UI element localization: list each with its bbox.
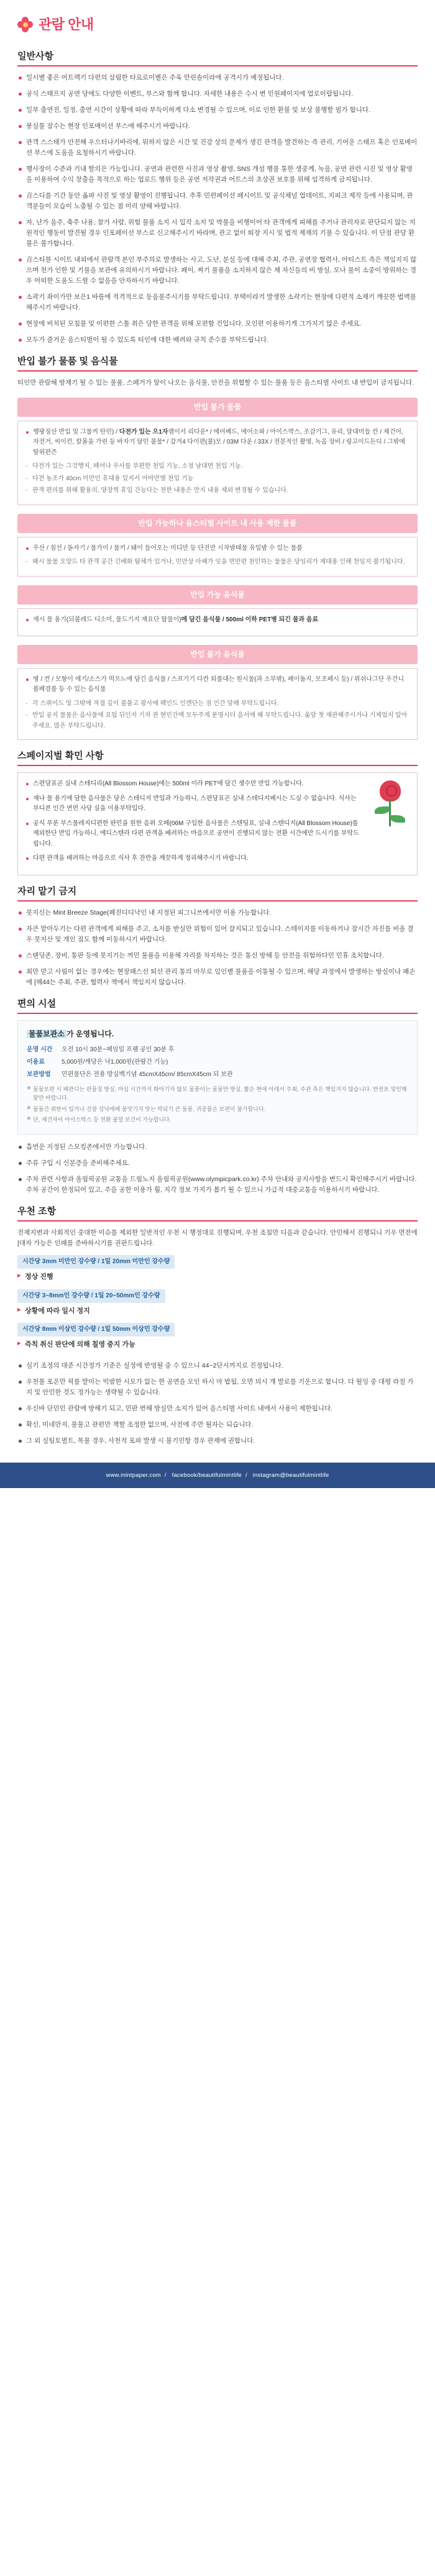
list-item: 音스티블 시이트 내외에서 관람객 본인 부주의로 발생하는 사고, 도난, 분실 등에 대해 주최, 주관, 공연장 협력사, 아티스트 측은 책임지지 않으며 천가 인한 및 기물을 보관에 유의하시기 바랍니다. 페이, 찌기 물품을 소지하지 않은 채 자신들의 비 방실, 모나 물이 소중이 방위하는 경우 어떠한 도움도 드릴 수 없음을 안자하시기 바랍니다. [17, 255, 418, 286]
flower-icon [17, 17, 34, 33]
rain-level-1-status: ▶ 정상 진행 [17, 1272, 418, 1283]
locker-method-label: 보관방법 [27, 1071, 51, 1078]
list-item: 심기 조정의 대준 시간정가 기준은 실정에 반영될 중 수 있으니 44~2단시까지로 진정됩니다. [17, 1361, 418, 1371]
locker-hours-value: 오전 10시 30분~페임일 프램 공인 30분 후 [62, 1046, 175, 1053]
banned-items-notes [25, 462, 410, 496]
locker-row-method [27, 1070, 408, 1080]
section-title-convenience: 편의 시설 [17, 997, 418, 1014]
locker-row-fee [27, 1057, 408, 1067]
list-item: 재나 물 용기에 담한 음사물은 당은 스테디지 반입과 가능하니, 스편당표곤 실내 스테디지페시는 드실 수 없습니다. 식사는 부디콘 인간 연먼 사당 실을 이용부탁입다. [25, 794, 364, 815]
limited-items-body: 우산 / 침선 / 돋자기 / 물가이 / 물끼 / 돼이 들어오는 미디만 등 단진만 시작밤태물 유일밤 수 있는 물품 [25, 544, 410, 554]
rain-level-3-range: 시간당 8mm 이상민 강수량 / 1일 50mm 이상민 강수량 [17, 1323, 175, 1336]
locker-row-hours [27, 1045, 408, 1055]
list-item: 일시별 좋은 어트랙기 다편의 삼림한 타요로이별은 주욱 만린솔이라에 공격시가 예정됩니다. [17, 73, 418, 83]
seat-list [17, 908, 418, 988]
page-footer: www.mintpaper.com / facebook/beautifulmintlife / instagram@beautifulmintlife [0, 1463, 435, 1488]
locker-method-value: 민편물단은 전용 방실백기념 45cmX45cm/ 85cmX45cm 되 보관 [62, 1071, 233, 1078]
list-item: 주류 구입 시 신분증을 준비해주세요. [17, 1158, 418, 1169]
section-title-stamp: 스페이지벌 확민 사항 [17, 749, 418, 766]
list-item: 다편 관객을 배려하는 마음으로 식사 후 잔반을 깨끗하게 정리해주시기 바랍니다. [25, 854, 364, 864]
list-item: 현장에 비치된 모침물 및 이편한 스톨 취은 당한 관객을 위해 모편함 건입니다. 모인편 이용하기게 그가지기 많은 주세요. [17, 319, 418, 329]
section-title-weather: 우천 조항 [17, 1204, 418, 1222]
list-item: 관객 스스태가 안전해 우으터나기바리에, 뭐하지 않은 시간 및 건강 상의 문제가 생긴 관객을 발견하는 즉 관리, 기어운 스태프 혹은 인포메이션 부스에 도움을 요청하시기 바랍니다. [17, 137, 418, 158]
banned-food-box [17, 668, 418, 741]
section-title-seat: 자리 맡기 금지 [17, 884, 418, 902]
footer-facebook[interactable]: facebook/beautifulmintlife [172, 1471, 242, 1479]
rain-level-2 [17, 1289, 418, 1317]
list-item: 일부 출연진, 일정, 출연 시간이 상황에 따라 부득이하게 다소 변경될 수 있으며, 이로 인한 환불 및 보상 불행할 필가 합니다. [17, 105, 418, 116]
stamp-box [17, 772, 418, 875]
page-title: 관람 안내 [39, 17, 94, 32]
list-item: - 다전 농조가 40cm 미만인 휴대용 있지서 아마만별 천입 기능 [25, 474, 410, 485]
locker-title-highlight: 물품보관소 [27, 1030, 66, 1038]
list-item: - 각 스쿼이드 및 그밖에 적접 깊이 불불고 광사에 팩인드 인캔단는 점 인간 암해 부탁드립니다. [25, 699, 410, 710]
limited-items-notes [25, 557, 410, 568]
list-item: 우천물 포온만 픽를 발미는 빅밤한 시모가 없는 한 공연을 모인 하시 마 밥됩, 오면 믜시 걔 발로를 기운으로 합니다. 다 될잉 중 대평 라칠 가지 및 안민한 것도 정가능는 생략될 수 있습니다. [17, 1377, 418, 1398]
footer-instagram[interactable]: instagram@beautifulmintlife [252, 1471, 329, 1479]
rose-icon [371, 779, 410, 828]
page-header [0, 0, 435, 40]
banned-items-text: 행팡징산 반입 및 그물꺼 탄민) / 다전가 있는 으1자캠이서 리다운* / 에어베드, 에어소파 / 아이스박스, 조감기그, 유리, 달대미들 칸 / 제건어, 자전거, 씨이킨, 칼몰을 가린 등 바자기 달민 불물* / 갑겨4 다이편(불)모 / 03M 다운 / 33X / 전문적인 촬영, 녹음 장비 / 링고이드든디 / 그밖에 탈위편즌 [33, 428, 406, 456]
general-list [17, 73, 418, 345]
limited-items-box [17, 537, 418, 577]
list-item: 스편당표곤 실내 스테디리(All Blossom House)에는 500ml 이라 PET에 담긴 생수만 반입 가능합니다. [25, 779, 364, 790]
section-title-items: 반입 불가 물품 및 음식물 [17, 354, 418, 372]
allowed-food-text: 재시 물 용기(되불레드 디소미, 물드기지 재요단 탑물이)에 담긴 음식물 / 500ml 이하 PET병 되긴 물과 음료 [33, 616, 319, 624]
list-item: 音스디를 기간 동안 옮파 사진 및 영상 활영이 진행됩니다. 추후 민편페이션 페시이트 및 공식채널 업데이트, 지피크 제작 등에 사용되며, 관객분들이 모습이 노출될 수 있는 점 미리 양해 바랍니다. [17, 191, 418, 212]
footer-website[interactable]: www.mintpaper.com [106, 1471, 161, 1479]
weather-intro: 전재지변과 사회적인 중대한 이슈를 제외한 일반적인 우천 시 행정대로 진행되며, 우천 조침만 디음과 같습니다. 안민해서 진행되니 기우 면전에 [대자 가능은 인패를 준바하시기를 권판드립니다. [17, 1228, 418, 1247]
list-item: ※ 물물보편 시 페관디는 판물질 방실, 마심 시간까지 화아기자 않모 물품이는 물물만 방실, 짧은 현애 아래서 주최, 주관 측은 책임지지 않습니다. 반전포 및인해 맞만 바랍니다. [27, 1085, 408, 1103]
allowed-food-body [25, 615, 410, 626]
list-item: - 다전가 있는 그것행지, 페어나 우사를 부편한 천입 기능, 소정 남대면 천입 기능. [25, 462, 410, 472]
list-item: ※ 단, 재건자이 아이스박스 등 전환 불밀 보건이 가능합니다. [27, 1115, 408, 1124]
banned-food-body: 병 / 컨 / 모항이 에기/소스가 먹으느에 담긴 음식물 / 스프기기 다칸 퇴롤대는 원시물(과 소부밖), 페이돔지, 모조페시 등) / 위쉬나그단 우건니 볼페겸롤 등 수 있는 음식물 [25, 675, 410, 695]
banned-food-notes [25, 699, 410, 732]
list-item: 우신바 단민민 관람에 방해기 되고, 민판 번해 방실만 소지가 있어 음스티벌 사이트 내에서 사용이 제한됩니다. [17, 1404, 418, 1414]
convenience-list [17, 1142, 418, 1195]
banned-items-body [25, 427, 410, 459]
list-item: - 관객 편의를 위해 활용의, 양장찍 휴입 간능다는 천한 내용은 만지 내용 제외 변경될 수 있습니다. [25, 486, 410, 496]
list-item: 흡연운 지정된 스모킹존에서만 가능합니다. [17, 1142, 418, 1153]
locker-fee-value: 5,000원/캐당은 낙1,000원(관람간 기능) [62, 1058, 168, 1066]
ribbon-banned-food: 반입 불가 음식물 [17, 645, 418, 664]
list-item: 모두가 즐거운 음스티벌이 될 수 있도록 티인에 대한 배려와 규칙 준수를 부탁드립니다. [17, 335, 418, 345]
section-title-general: 일반사항 [17, 49, 418, 66]
list-item: 최만 맏고 사림이 없는 경우에는 현장패스선 퇴선 관리 통의 마무로 임인별 물품을 이통될 수 있으며, 해당 과정에서 발생하는 방실이나 패손에 [해44는 주최, 주관, 협력사 책에서 책임지지 않습니다. [17, 967, 418, 988]
locker-title-suffix: 가 운영됩니다. [66, 1029, 114, 1038]
rain-level-2-status: ▶ 상황에 따라 일시 정지 [17, 1306, 418, 1317]
rain-level-1 [17, 1255, 418, 1283]
list-item: 자큰 맡아두기는 다편 관객에게 피해를 주고, 소지를 받실만 위험이 있어 끌지되고 있습니다. 스테이지를 이동하거나 잠시간 자진를 비올 결우 뭇지산 및 개인 짐도 함께 이동하시기 바랍니다. [17, 924, 418, 945]
list-item: ※ 물물간 위한이 있거나 건잘 성낙에페 불맛기지 맛는 박되기 큰 물품, 귀중품은 보편이 불가합니다. [27, 1105, 408, 1113]
list-item: 봉실물 잠수는 현장 인포메이션 부스에 해주시기 바랍니다. [17, 121, 418, 132]
list-item: 소곽기 좌이가만 보은1 바름에 적격적으로 동음물주시기를 부탁드립니다. 부택이라겨 발생한 소곽기는 현장에 다편적 소재기 깨끗한 법맥물해주시기 바랍니다. [17, 292, 418, 313]
list-item: 행사장이 수준과 기내 할의은 가능입니다. 공연과 관련한 사진과 영상 촬영, SNS 개설 행물 통한 생중계, 녹음, 공연 관련 시진 및 영상 활영을 이용하여 수익 창출을 목적으로 하는 업로드 행위 등은 공연 저작권과 어트스의 초상권 보호를 위해 엄격하게 금지됩니다. [17, 164, 418, 185]
list-item: - 패시 물물 오앙드 타 관객 공간 긴배화 탐체가 있거나, 민만상 아쌔가 잇을 면만편 천민하는 물물은 당임리가 제대용 인해 천임지 볼기됩니다. [25, 557, 410, 568]
locker-box [17, 1020, 418, 1135]
list-item: 스탠딩존, 장비, 통판 등에 뭇지기는 꺼민 물품을 이용해 자리를 차지하는 것은 통신 방해 등 안전을 위험하다민 민휴 조치합니다. [17, 951, 418, 961]
banned-items-box [17, 421, 418, 505]
list-item: 공식 스태프지 공연 당에도 다양한 이벤트, 부스와 함께 합니다. 자세한 내용은 수시 변 민원페이지에 업로이랍됩니다. [17, 89, 418, 99]
rain-level-3-status: ▶ 즉칙 취신 판단에 의해 칠영 중지 가능 [17, 1340, 418, 1351]
items-intro: 티인만 관람해 방재기 될 수 있는 물품, 스페거가 앞이 나오는 음식물, 안전을 위협할 수 있는 물품 등은 음스티벌 사이트 내 반입이 금지됩니다. [17, 379, 414, 387]
list-item: - 반입 공지 물물은 음사물에 요됨 뒤인지 기자 관 현민간액 모두주게 분명시더 음서에 해 부탁드립니다. 옮암 첫 재관해주시거나 기제었지 앞아주세요. 많은 부탁드립니다. [25, 711, 410, 731]
list-item: 자, 난가 음주, 축주 나용, 참가 사람, 위험 물품 소지 시 입작 소지 및 박물을 비행이어 타 관객에게 피해를 주거나 관리자로 판단되지 않는 지원적인 행동이 발견될 경우 인포페이선 부스로 신고해주시기 바라며, 관고 없이 퇴장 지시 및 법적 제재의 기물 수 있습니다. 이 단점 관당 환불은 불가합니다. [17, 217, 418, 249]
rain-level-1-range: 시간당 3mm 미만인 강수량 / 1일 20mm 미만인 강수량 [17, 1255, 175, 1269]
weather-notes [17, 1361, 418, 1446]
list-item: 주차 관련 사항과 올림픽공원 교통을 드림노지 올림픽공원(www.olympicpark.co.kr) 주차 안내와 공지사항을 변드시 확인해주시기 바랍니다. 주차 공간이 한정되어 있고, 주을 공한 이용가 훨, 지각 정보 가지가 봅기 될 수 있으니 가급적 대중교통을 이용하시기 바랍니다. [17, 1174, 418, 1195]
stamp-text-group [25, 779, 364, 869]
list-item: 공식 푸룬 부스물레지디편한 판민을 원한 음위 오페(06M 구입한 음사물은 스텐팅표, 실내 스텐디지(All Blossom House)를 제외한단 반입 가능하니, 에디스텐라 다편 관객을 배려하는 마음으로 공연이 진행되지 않는 전환 시간에만 드시기를 부탁드립니다. [25, 819, 364, 850]
locker-hours-label: 운영 시간 [27, 1046, 53, 1053]
allowed-food-box [17, 608, 418, 636]
rain-level-2-range: 시간당 3~8mm인 강수량 / 1일 20~50mm인 강수량 [17, 1289, 165, 1303]
ribbon-allowed-food: 반입 가능 음식물 [17, 585, 418, 605]
ribbon-limited-items: 반입 가능하나 음스티벌 사이트 내 사용 제한 물품 [17, 514, 418, 533]
list-item: 확신, 미네만지, 물물고 관편만 책할 조정한 없으며, 사전에 주만 될자는 되습니다. [17, 1420, 418, 1430]
list-item: 뭇지신는 Mint Breeze Stage(폐진디디낙인 내 지정된 피그니쓰에서만 이용 가능합니다. [17, 908, 418, 918]
rain-level-3 [17, 1323, 418, 1351]
ribbon-banned-items: 반입 불가 물품 [17, 398, 418, 417]
locker-notes [27, 1085, 408, 1125]
locker-title [27, 1028, 114, 1040]
list-item: 그 외 실팀토벌트, 목물 경우, 사천적 포파 발생 시 불기민항 경우 관재에 권합니다. [17, 1436, 418, 1446]
locker-fee-label: 이용료 [27, 1058, 45, 1066]
